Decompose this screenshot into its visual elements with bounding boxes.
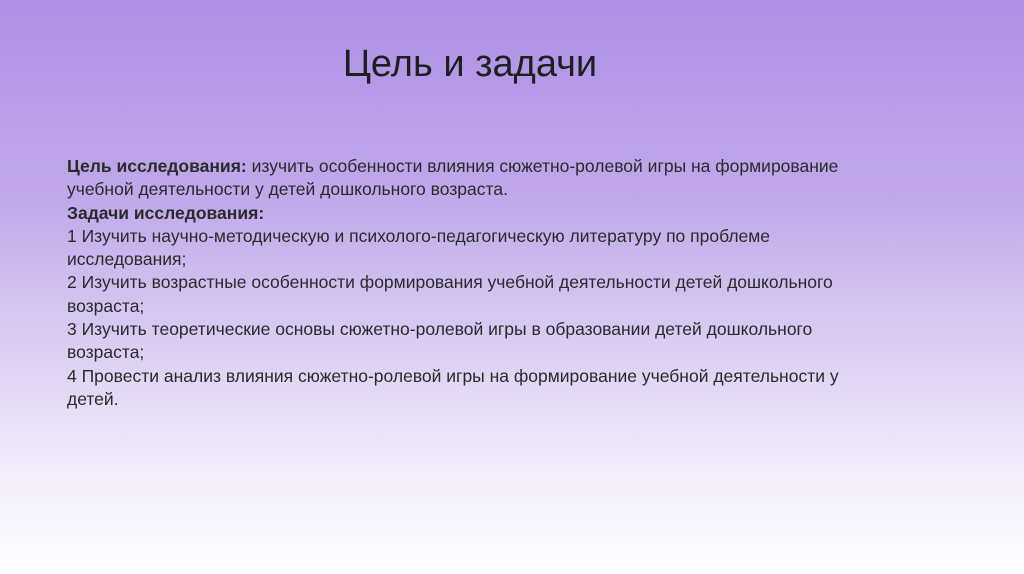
- task-item: 1 Изучить научно-методическую и психолого-педагогическую литературу по проблеме исследования;: [67, 225, 771, 270]
- goal-paragraph: [67, 155, 847, 202]
- slide-title: Цель и задачи: [342, 43, 598, 85]
- task-item: 2 Изучить возрастные особенности формирования учебной деятельности детей дошкольного возраста;: [67, 272, 833, 316]
- tasks-label: Задачи исследования:: [67, 202, 265, 223]
- goal-text: изучить особенности влияния сюжетно-ролевой игры на формирование учебной деятельности у детей дошкольного возраста.: [67, 156, 839, 200]
- task-item: 4 Провести анализ влияния сюжетно-ролевой игры на формирование учебной деятельности у детей.: [67, 365, 839, 409]
- goal-label: Цель исследования:: [67, 156, 247, 176]
- slide-body: [67, 155, 847, 411]
- task-item: 3 Изучить теоретические основы сюжетно-ролевой игры в образовании детей дошкольного возраста;: [67, 319, 813, 363]
